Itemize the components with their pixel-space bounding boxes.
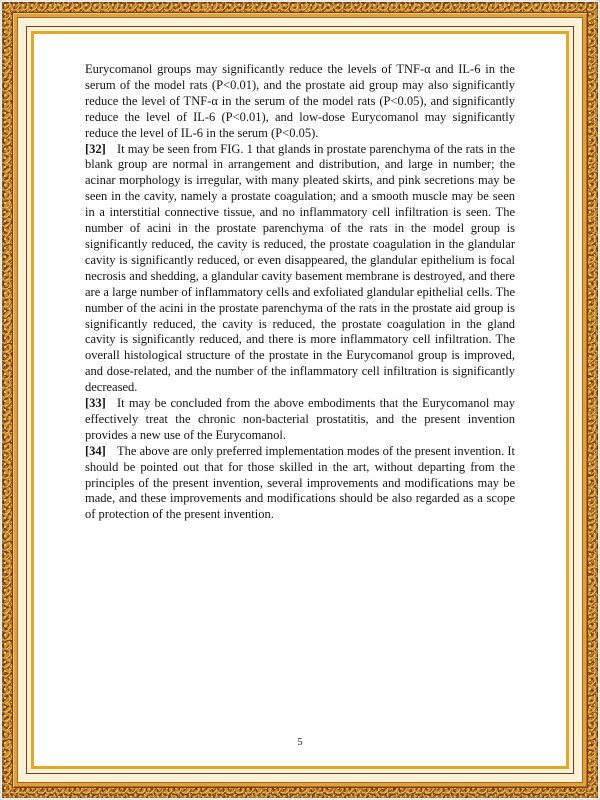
paragraph-number: [34] [85,443,106,458]
paragraph-34 [85,444,515,524]
page-surface [34,34,566,766]
paragraph-text: The above are only preferred implementation modes of the present invention. It should be pointed out that for those skilled in the art, without departing from the principles of the present invention, several improvements and modifications may be made, and these improvements and modifications should be also regarded as a scope of protection of the present invention. [85,443,515,522]
paragraph-text: It may be seen from FIG. 1 that glands in prostate parenchyma of the rats in the blank group are normal in arrangement and distribution, and large in number; the acinar morphology is irregular, with many pleated skirts, and pink secretions may be seen in the cavity, namely a prostate coagulation; and a smooth muscle may be seen in a interstitial connective tissue, and no inflammatory cell infiltration is seen. The number of acini in the prostate parenchyma of the rats in the model group is significantly reduced, the cavity is reduced, the prostate coagulation in the glandular cavity is significantly reduced, or even disappeared, the glandular epithelium is focal necrosis and shedding, a glandular cavity basement membrane is destroyed, and there are a large number of inflammatory cells and exfoliated glandular epithelial cells. The number of the acini in the prostate parenchyma of the rats in the prostate aid group is significantly reduced, the cavity is reduced, the prostate coagulation in the gland cavity is significantly reduced, and there is more inflammatory cell infiltration. The overall histological structure of the prostate in the Eurycomanol group is improved, and dose-related, and the number of the inflammatory cell infiltration is significantly decreased. [85,141,515,395]
paragraph-number: [32] [85,141,106,156]
paragraph-text: It may be concluded from the above embodiments that the Eurycomanol may effectively treat the chronic non-bacterial prostatitis, and the present invention provides a new use of the Eurycomanol. [85,396,515,442]
paragraph-33 [85,396,515,444]
patent-text-block [85,62,515,523]
paragraph-text: Eurycomanol groups may significantly reduce the levels of TNF-α and IL-6 in the serum of the model rats (P<0.01), and the prostate aid group may also significantly reduce the level of TNF-α in the serum of the model rats (P<0.05), and significantly reduce the level of IL-6 (P<0.01), and low-dose Eurycomanol may significantly reduce the level of IL-6 in the serum (P<0.05). [85,62,515,140]
paragraph-32 [85,142,515,397]
page-number: 5 [297,737,303,748]
paragraph-number: [33] [85,396,106,411]
paragraph-continuation [85,62,515,142]
